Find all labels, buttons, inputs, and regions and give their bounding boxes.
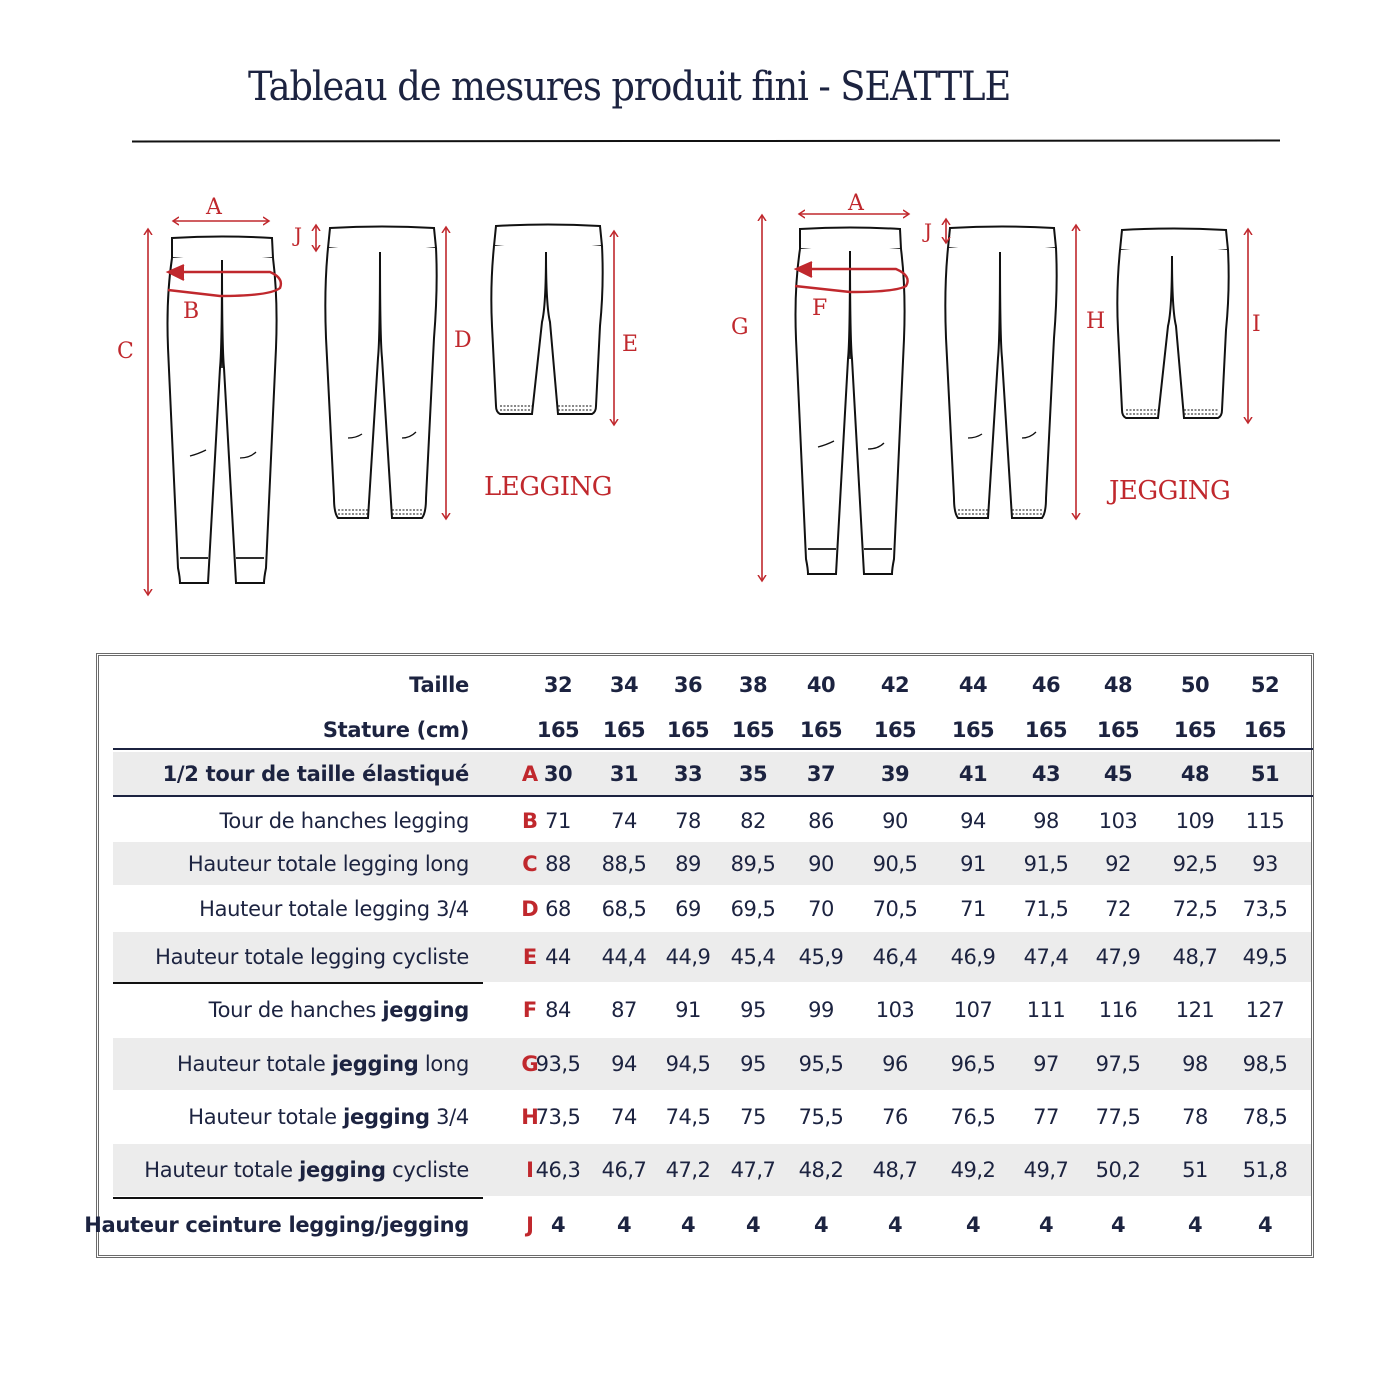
value-cell: 44,4	[601, 945, 647, 969]
value-cell: 93,5	[535, 1052, 581, 1076]
value-cell: 4	[1110, 1213, 1126, 1237]
value-cell: 165	[731, 718, 775, 742]
value-cell: 78	[1182, 1105, 1208, 1129]
legging-illustration	[117, 195, 638, 594]
table-row-e	[113, 932, 1311, 982]
value-cell: 165	[1096, 718, 1140, 742]
value-cell: 47,2	[665, 1158, 711, 1182]
value-cell: 84	[545, 998, 571, 1022]
value-cell: 4	[887, 1213, 903, 1237]
value-cell: 165	[666, 718, 710, 742]
value-cell: 4	[616, 1213, 632, 1237]
value-cell: 45,9	[798, 945, 844, 969]
measure-letter: H	[521, 1105, 539, 1129]
table-row-b	[113, 800, 1311, 842]
value-cell: 75,5	[798, 1105, 844, 1129]
value-cell: 95	[740, 1052, 766, 1076]
measure-letter: G	[521, 1052, 539, 1076]
value-cell: 90	[882, 809, 908, 833]
value-cell: 33	[673, 761, 703, 786]
value-cell: 47,9	[1095, 945, 1141, 969]
value-cell: 165	[536, 718, 580, 742]
value-cell: 115	[1245, 809, 1285, 833]
table-row-d	[113, 885, 1311, 932]
value-cell: 99	[808, 998, 834, 1022]
value-cell: 95,5	[798, 1052, 844, 1076]
value-cell: 44	[958, 673, 988, 697]
svg-text:I: I	[1252, 312, 1261, 337]
header-divider	[113, 748, 1313, 750]
header-row-sizes	[113, 662, 1311, 708]
row-a-divider	[113, 795, 1313, 797]
value-cell: 89,5	[730, 851, 776, 876]
value-cell: 73,5	[1242, 896, 1288, 921]
value-cell: 98	[1182, 1052, 1208, 1076]
value-cell: 88	[545, 851, 571, 876]
value-cell: 42	[880, 673, 910, 697]
value-cell: 48	[1180, 761, 1210, 786]
value-cell: 78,5	[1242, 1105, 1288, 1129]
value-cell: 87	[611, 998, 637, 1022]
value-cell: 91	[675, 998, 701, 1022]
value-cell: 45,4	[730, 945, 776, 969]
value-cell: 50,2	[1095, 1158, 1141, 1182]
value-cell: 165	[1243, 718, 1287, 742]
measure-letter: D	[521, 896, 539, 921]
table-row-i	[113, 1144, 1311, 1196]
value-cell: 70,5	[872, 896, 918, 921]
value-cell: 95	[740, 998, 766, 1022]
value-cell: 165	[602, 718, 646, 742]
value-cell: 68,5	[601, 896, 647, 921]
svg-text:H: H	[1086, 309, 1106, 334]
value-cell: 74	[611, 809, 637, 833]
value-cell: 44	[545, 945, 571, 969]
value-cell: 46,7	[601, 1158, 647, 1182]
svg-text:A: A	[848, 191, 864, 216]
value-cell: 41	[958, 761, 988, 786]
row-label: Hauteur totale jegging cycliste	[144, 1158, 469, 1182]
value-cell: 94	[611, 1052, 637, 1076]
value-cell: 165	[951, 718, 995, 742]
value-cell: 70	[808, 896, 834, 921]
table-row-j	[84, 1199, 1311, 1251]
value-cell: 74,5	[665, 1105, 711, 1129]
svg-text:A: A	[206, 195, 222, 220]
value-cell: 77	[1033, 1105, 1059, 1129]
row-label: Tour de hanches legging	[219, 809, 469, 833]
value-cell: 31	[609, 761, 639, 786]
value-cell: 109	[1175, 809, 1215, 833]
measure-letter: I	[526, 1158, 534, 1182]
table-row-h	[113, 1090, 1311, 1144]
svg-text:J: J	[924, 219, 933, 243]
value-cell: 78	[675, 809, 701, 833]
value-cell: 43	[1031, 761, 1061, 786]
value-cell: 34	[609, 673, 639, 697]
value-cell: 86	[808, 809, 834, 833]
value-cell: 36	[673, 673, 703, 697]
value-cell: 165	[799, 718, 843, 742]
value-cell: 47,7	[730, 1158, 776, 1182]
value-cell: 82	[740, 809, 766, 833]
legging-label: LEGGING	[484, 472, 613, 502]
measure-letter: E	[522, 945, 538, 969]
value-cell: 48	[1103, 673, 1133, 697]
value-cell: 35	[738, 761, 768, 786]
value-cell: 68	[545, 896, 571, 921]
value-cell: 69	[675, 896, 701, 921]
value-cell: 48,7	[872, 1158, 918, 1182]
header-row-stature	[113, 707, 1311, 753]
row-label: Hauteur totale legging long	[187, 851, 469, 876]
value-cell: 71	[960, 896, 986, 921]
value-cell: 30	[543, 761, 573, 786]
value-cell: 91,5	[1023, 851, 1069, 876]
row-label: 1/2 tour de taille élastiqué	[162, 761, 469, 786]
value-cell: 46	[1031, 673, 1061, 697]
value-cell: 4	[1038, 1213, 1054, 1237]
value-cell: 94	[960, 809, 986, 833]
table-row-c	[113, 842, 1311, 885]
value-cell: 46,9	[950, 945, 996, 969]
svg-text:B: B	[183, 299, 200, 324]
page-title: Tableau de mesures produit fini - SEATTLE	[248, 64, 1011, 110]
svg-text:E: E	[622, 332, 639, 357]
value-cell: 165	[1173, 718, 1217, 742]
value-cell: 90,5	[872, 851, 918, 876]
value-cell: 98,5	[1242, 1052, 1288, 1076]
value-cell: 71,5	[1023, 896, 1069, 921]
value-cell: 88,5	[601, 851, 647, 876]
value-cell: 32	[543, 673, 573, 697]
taille-label: Taille	[409, 673, 469, 697]
value-cell: 92	[1105, 851, 1131, 876]
value-cell: 50	[1180, 673, 1210, 697]
table-row-g	[113, 1038, 1311, 1090]
measure-letter: F	[522, 998, 538, 1022]
row-label: Hauteur totale jegging long	[177, 1052, 469, 1076]
value-cell: 37	[806, 761, 836, 786]
value-cell: 4	[680, 1213, 696, 1237]
value-cell: 4	[813, 1213, 829, 1237]
value-cell: 121	[1175, 998, 1215, 1022]
value-cell: 38	[738, 673, 768, 697]
value-cell: 49,2	[950, 1158, 996, 1182]
measure-letter: B	[521, 809, 538, 833]
table-row-f	[113, 984, 1311, 1036]
value-cell: 107	[953, 998, 993, 1022]
jegging-illustration	[731, 191, 1261, 580]
value-cell: 77,5	[1095, 1105, 1141, 1129]
svg-text:F: F	[812, 296, 828, 321]
value-cell: 91	[960, 851, 986, 876]
value-cell: 52	[1250, 673, 1280, 697]
value-cell: 46,4	[872, 945, 918, 969]
row-label: Hauteur totale legging 3/4	[199, 896, 469, 921]
value-cell: 90	[808, 851, 834, 876]
value-cell: 74	[611, 1105, 637, 1129]
value-cell: 116	[1098, 998, 1138, 1022]
jegging-label: JEGGING	[1109, 476, 1231, 506]
measure-letter: J	[526, 1213, 534, 1237]
value-cell: 47,4	[1023, 945, 1069, 969]
value-cell: 111	[1026, 998, 1066, 1022]
value-cell: 76	[882, 1105, 908, 1129]
value-cell: 51	[1182, 1158, 1208, 1182]
value-cell: 96	[882, 1052, 908, 1076]
svg-text:D: D	[454, 328, 472, 353]
table-row-a	[113, 752, 1311, 795]
value-cell: 48,7	[1172, 945, 1218, 969]
value-cell: 40	[806, 673, 836, 697]
svg-text:J: J	[294, 223, 303, 247]
value-cell: 4	[550, 1213, 566, 1237]
value-cell: 94,5	[665, 1052, 711, 1076]
value-cell: 51,8	[1242, 1158, 1288, 1182]
value-cell: 75	[740, 1105, 766, 1129]
value-cell: 46,3	[535, 1158, 581, 1182]
value-cell: 72	[1105, 896, 1131, 921]
value-cell: 44,9	[665, 945, 711, 969]
value-cell: 97	[1033, 1052, 1059, 1076]
value-cell: 71	[545, 809, 571, 833]
value-cell: 103	[875, 998, 915, 1022]
value-cell: 89	[675, 851, 701, 876]
measurement-table	[84, 653, 1314, 1258]
garment-illustrations	[0, 0, 1400, 640]
value-cell: 73,5	[535, 1105, 581, 1129]
value-cell: 72,5	[1172, 896, 1218, 921]
value-cell: 4	[745, 1213, 761, 1237]
row-label: Hauteur ceinture legging/jegging	[84, 1213, 469, 1237]
value-cell: 45	[1103, 761, 1133, 786]
row-label: Hauteur totale jegging 3/4	[188, 1105, 469, 1129]
value-cell: 97,5	[1095, 1052, 1141, 1076]
value-cell: 92,5	[1172, 851, 1218, 876]
value-cell: 165	[1024, 718, 1068, 742]
value-cell: 39	[880, 761, 910, 786]
value-cell: 127	[1245, 998, 1285, 1022]
value-cell: 49,7	[1023, 1158, 1069, 1182]
value-cell: 48,2	[798, 1158, 844, 1182]
value-cell: 4	[1187, 1213, 1203, 1237]
value-cell: 103	[1098, 809, 1138, 833]
measure-letter: C	[522, 851, 538, 876]
value-cell: 96,5	[950, 1052, 996, 1076]
row-label: Tour de hanches jegging	[208, 998, 469, 1022]
svg-text:G: G	[731, 315, 749, 340]
value-cell: 69,5	[730, 896, 776, 921]
measure-letter: A	[521, 761, 539, 786]
stature-label: Stature (cm)	[322, 718, 469, 742]
value-cell: 51	[1250, 761, 1280, 786]
value-cell: 76,5	[950, 1105, 996, 1129]
row-label: Hauteur totale legging cycliste	[155, 945, 469, 969]
value-cell: 49,5	[1242, 945, 1288, 969]
value-cell: 4	[1257, 1213, 1273, 1237]
value-cell: 98	[1033, 809, 1059, 833]
value-cell: 4	[965, 1213, 981, 1237]
svg-text:C: C	[117, 339, 134, 364]
value-cell: 165	[873, 718, 917, 742]
value-cell: 93	[1252, 851, 1278, 876]
